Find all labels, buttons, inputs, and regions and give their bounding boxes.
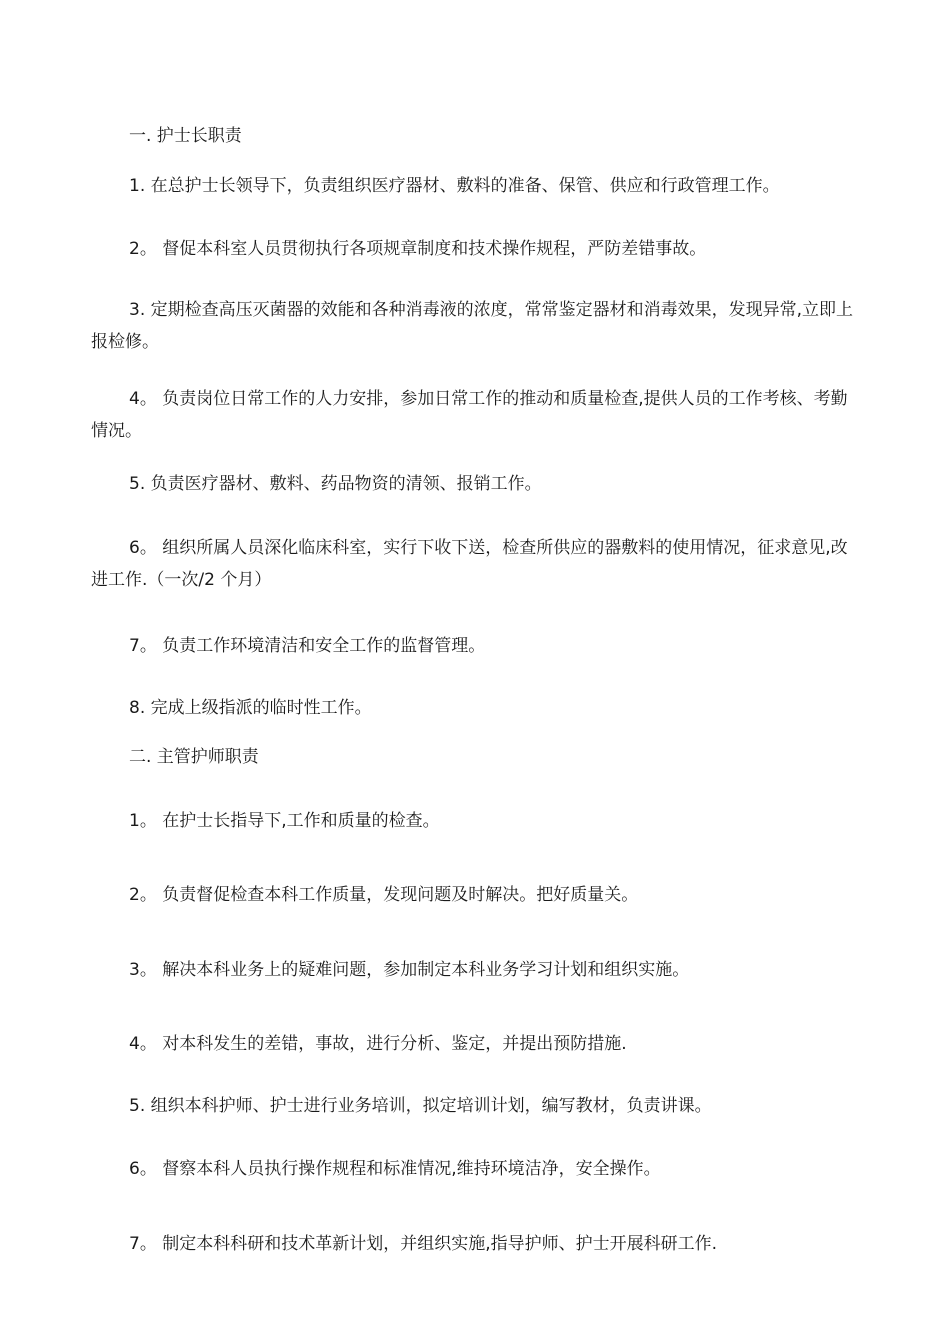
- list-item: 3。 解决本科业务上的疑难问题，参加制定本科业务学习计划和组织实施。: [129, 960, 690, 980]
- list-item: 6。 督察本科人员执行操作规程和标准情况,维持环境洁净，安全操作。: [129, 1159, 661, 1179]
- list-item: 3. 定期检查高压灭菌器的效能和各种消毒液的浓度，常常鉴定器材和消毒效果，发现异常,立即上报检修。: [91, 300, 854, 352]
- section-heading-head-nurse: 一. 护士长职责: [129, 126, 242, 146]
- list-item: 7。 制定本科科研和技术革新计划，并组织实施,指导护师、护士开展科研工作.: [129, 1234, 718, 1254]
- section-heading-supervisor-nurse: 二. 主管护师职责: [129, 747, 259, 767]
- list-item: 4。 对本科发生的差错，事故，进行分析、鉴定，并提出预防措施.: [129, 1034, 627, 1054]
- list-item: 2。 负责督促检查本科工作质量，发现问题及时解决。把好质量关。: [129, 885, 639, 905]
- list-item: 1. 在总护士长领导下，负责组织医疗器材、敷料的准备、保管、供应和行政管理工作。: [129, 176, 780, 196]
- list-item: 7。 负责工作环境清洁和安全工作的监督管理。: [129, 636, 486, 656]
- list-item: 8. 完成上级指派的临时性工作。: [129, 698, 372, 718]
- list-item: 6。 组织所属人员深化临床科室，实行下收下送，检查所供应的器敷料的使用情况，征求意见,改进工作.（一次/2 个月）: [91, 538, 848, 590]
- list-item: 4。 负责岗位日常工作的人力安排，参加日常工作的推动和质量检查,提供人员的工作考核、考勤情况。: [91, 389, 848, 441]
- list-item: 5. 负责医疗器材、敷料、药品物资的清领、报销工作。: [129, 474, 542, 494]
- list-item: 1。 在护士长指导下,工作和质量的检查。: [129, 811, 440, 831]
- list-item: 2。 督促本科室人员贯彻执行各项规章制度和技术操作规程，严防差错事故。: [129, 239, 707, 259]
- list-item: 5. 组织本科护师、护士进行业务培训，拟定培训计划，编写教材，负责讲课。: [129, 1096, 712, 1116]
